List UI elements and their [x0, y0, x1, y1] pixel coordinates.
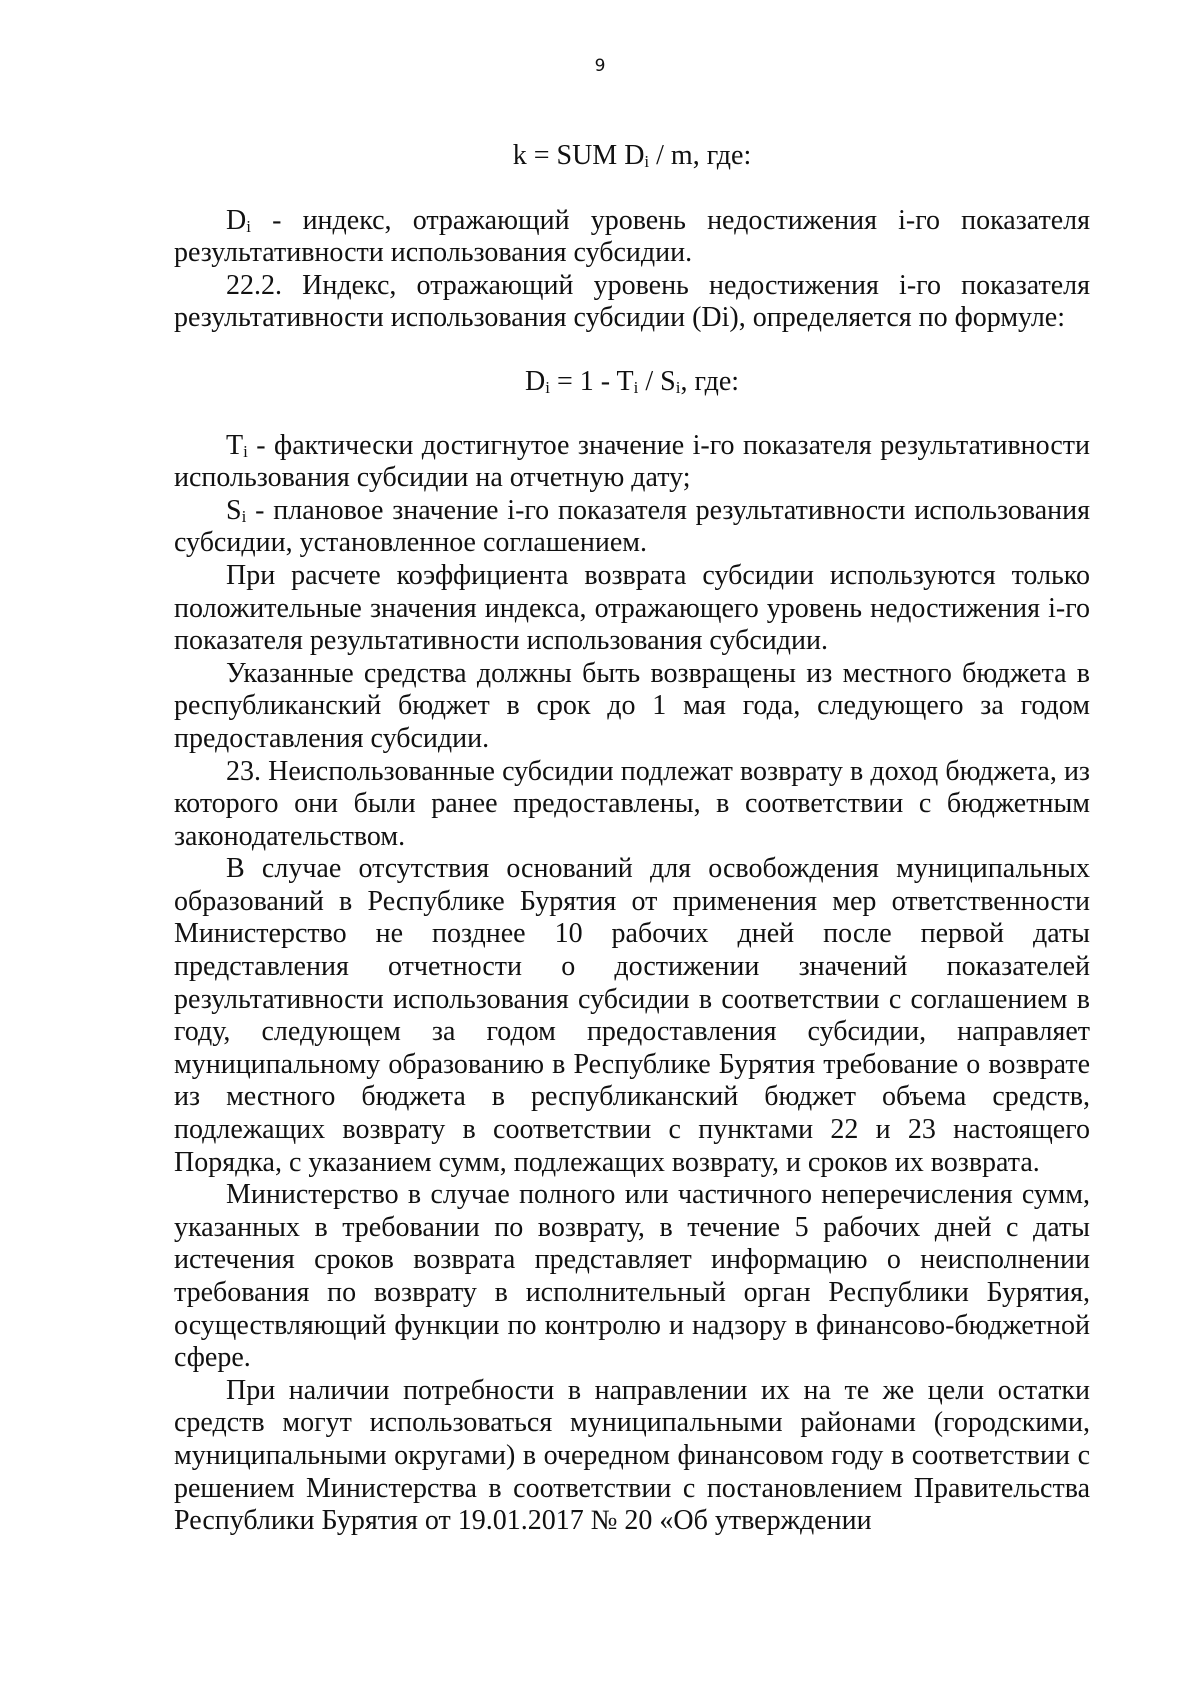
document-body: [174, 140, 1090, 1538]
paragraph-di-definition: $D_i$ - индекс, отражающий уровень недостижения i-го показателя результативности использования субсидии.: [174, 204, 1090, 269]
formula-k: k = SUM $D_i$ / m, где:: [512, 140, 752, 171]
formula-d: $D_i = 1 - T_i / S_i$, где:: [524, 365, 740, 397]
paragraph-non-transfer: Министерство в случае полного или частичного неперечисления сумм, указанных в требовании по возврату, в течение 5 рабочих дней с даты истечения сроков возврата представляет информацию о неисполнении требования по возврату в исполнительный орган Республики Бурятия, осуществляющий функции по контролю и надзору в финансово-бюджетной сфере.: [174, 1179, 1090, 1374]
paragraph-ti-definition: $T_i$ - фактически достигнутое значение i-го показателя результативности использования субсидии на отчетную дату;: [174, 429, 1090, 494]
paragraph-si-definition: $S_i$ - плановое значение i-го показателя результативности использования субсидии, установленное соглашением.: [174, 494, 1090, 559]
paragraph-remaining-funds: При наличии потребности в направлении их на те же цели остатки средств могут использоваться муниципальными районами (городскими, муниципальными округами) в очередном финансовом году в соответствии с решением Министерства в соответствии с постановлением Правительства Республики Бурятия от 19.01.2017 № 20 «Об утверждении: [174, 1374, 1090, 1537]
paragraph-return-deadline: Указанные средства должны быть возвращены из местного бюджета в республиканский бюджет в срок до 1 мая года, следующего за годом предоставления субсидии.: [174, 657, 1090, 754]
paragraph-22-2: 22.2. Индекс, отражающий уровень недостижения i-го показателя результативности использования субсидии (Di), определяется по формуле:: [174, 269, 1090, 334]
paragraph-positive-values: При расчете коэффициента возврата субсидии используются только положительные значения индекса, отражающего уровень недостижения i-го показателя результативности использования субсидии.: [174, 559, 1090, 657]
page-number: 9: [594, 56, 606, 76]
paragraph-return-requirement: В случае отсутствия оснований для освобождения муниципальных образований в Республике Бурятия от применения мер ответственности Министерство не позднее 10 рабочих дней после первой даты представления отчетности о достижении значений показателей результативности использования субсидии в соответствии с соглашением в году, следующем за годом предоставления субсидии, направляет муниципальному образованию в Республике Бурятия требование о возврате из местного бюджета в республиканский бюджет объема средств, подлежащих возврату в соответствии с пунктами 22 и 23 настоящего Порядка, с указанием сумм, подлежащих возврату, и сроков их возврата.: [174, 853, 1090, 1178]
paragraph-23: 23. Неиспользованные субсидии подлежат возврату в доход бюджета, из которого они были ранее предоставлены, в соответствии с бюджетным законодательством.: [174, 755, 1090, 852]
